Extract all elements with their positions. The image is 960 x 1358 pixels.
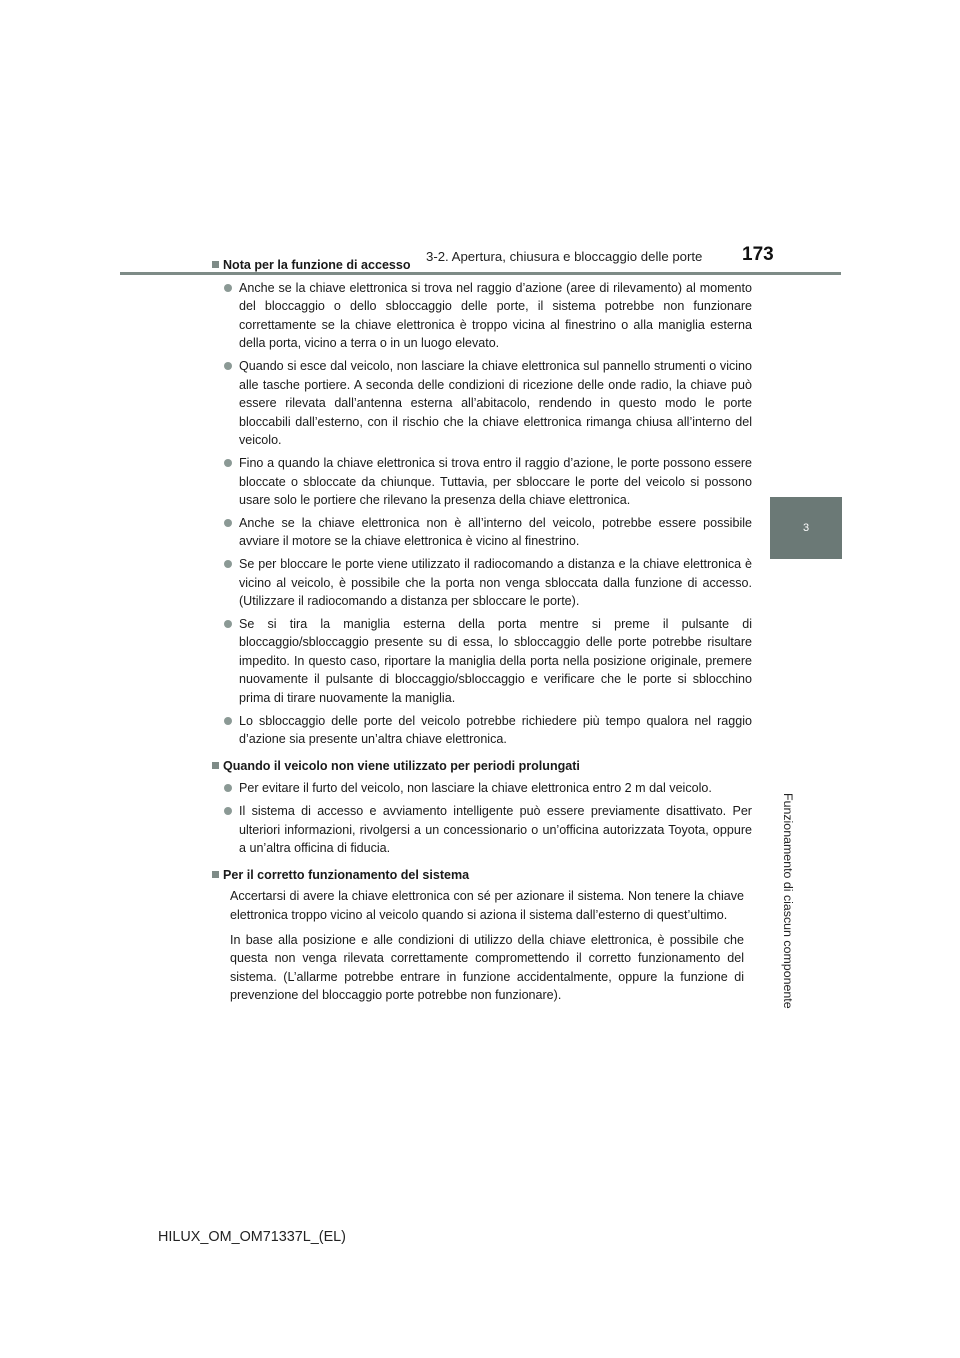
section-heading-text: Quando il veicolo non viene utilizzato per periodi prolungati [223,758,580,773]
page-number: 173 [742,244,774,265]
list-item [212,615,752,708]
circle-bullet-icon [224,284,232,292]
list-item-text: Per evitare il furto del veicolo, non lasciare la chiave elettronica entro 2 m dal veicolo. [239,781,712,796]
list-item [212,802,752,858]
circle-bullet-icon [224,459,232,467]
square-bullet-icon [212,871,219,878]
chapter-number: 3 [802,522,810,534]
section-heading [212,866,752,885]
list-item [212,555,752,611]
list-item-text: Il sistema di accesso e avviamento intelligente può essere previamente disattivato. Per ulteriori informazioni, rivolgersi a un concessionario o un’officina autorizzata Toyota, oppure a un’altra officina di fiducia. [239,804,752,856]
list-item-text: Anche se la chiave elettronica si trova nel raggio d’azione (aree di rilevamento) al momento del bloccaggio o dello sbloccaggio delle porte, il sistema potrebbe non funzionare correttamente se la chiave elettronica è troppo vicina al finestrino o alla maniglia esterna della porta, vicino a terra o in un luogo elevato. [239,280,752,351]
list-item-text: Quando si esce dal veicolo, non lasciare la chiave elettronica sul pannello strumenti o vicino alle tasche portiere. A seconda delle condizioni di ricezione delle onde radio, la chiave può essere rilevata dall’antenna esterna all’abitacolo, rendendo in questo modo le porte bloccabili dall’esterno, con il rischio che la chiave elettronica rimanga chiusa all’interno del veicolo. [239,358,752,448]
list-item [212,454,752,510]
paragraph: Accertarsi di avere la chiave elettronica con sé per azionare il sistema. Non tenere la chiave elettronica troppo vicino al veicolo quando si aziona il sistema dall’esterno di quest’ultimo. [230,889,744,922]
chapter-tab [770,497,842,559]
list-item [212,279,752,353]
list-item [212,514,752,551]
list-item-text: Se si tira la maniglia esterna della porta mentre si preme il pulsante di bloccaggio/sbloccaggio presente su di essa, lo sbloccaggio delle porte potrebbe risultare impedito. In questo caso, riportare la maniglia della porta nella posizione originale, premere nuovamente il pulsante di bloccaggio/sbloccaggio e verificare che le porte si sblocchino prima di tirare nuovamente la maniglia. [239,616,752,706]
circle-bullet-icon [224,560,232,568]
section-title: 3-2. Apertura, chiusura e bloccaggio delle porte [426,249,703,264]
section-heading-text: Nota per la funzione di accesso [223,258,411,272]
chapter-label: Funzionamento di ciascun componente [781,793,795,1009]
page-content [212,256,752,1005]
circle-bullet-icon [224,784,232,792]
list-item-text: Anche se la chiave elettronica non è all’interno del veicolo, potrebbe essere possibile avviare il motore se la chiave elettronica è vicino al finestrino. [239,515,752,549]
circle-bullet-icon [224,519,232,527]
section-heading [212,757,752,776]
section-heading [212,256,752,275]
square-bullet-icon [212,261,219,268]
list-item [212,712,752,749]
section-heading-text: Per il corretto funzionamento del sistema [223,867,470,882]
list-item [212,357,752,450]
list-item-text: Lo sbloccaggio delle porte del veicolo potrebbe richiedere più tempo qualora nel raggio d’azione sia presente un’altra chiave elettronica. [239,713,752,747]
circle-bullet-icon [224,717,232,725]
list-item-text: Fino a quando la chiave elettronica si trova entro il raggio d’azione, le porte possono essere bloccate o sbloccate da chiunque. Tuttavia, per sbloccare le porte del veicolo si possono usare solo le portiere che rilevano la presenza della chiave elettronica. [239,455,752,508]
square-bullet-icon [212,762,219,769]
circle-bullet-icon [224,362,232,370]
list-item [212,779,752,798]
circle-bullet-icon [224,620,232,628]
list-item-text: Se per bloccare le porte viene utilizzato il radiocomando a distanza e la chiave elettronica è vicino al veicolo, è possibile che la porta non venga sbloccata dalla funzione di accesso. (Utilizzare il radiocomando a distanza per sbloccare le porte). [239,556,752,609]
paragraph: In base alla posizione e alle condizioni di utilizzo della chiave elettronica, è possibile che questa non venga rilevata correttamente compromettendo il corretto funzionamento del sistema. (L’allarme potrebbe entrare in funzione accidentalmente, oppure la funzione di prevenzione del bloccaggio porte potrebbe non funzionare). [230,932,744,1003]
circle-bullet-icon [224,807,232,815]
document-code: HILUX_OM_OM71337L_(EL) [158,1229,346,1245]
